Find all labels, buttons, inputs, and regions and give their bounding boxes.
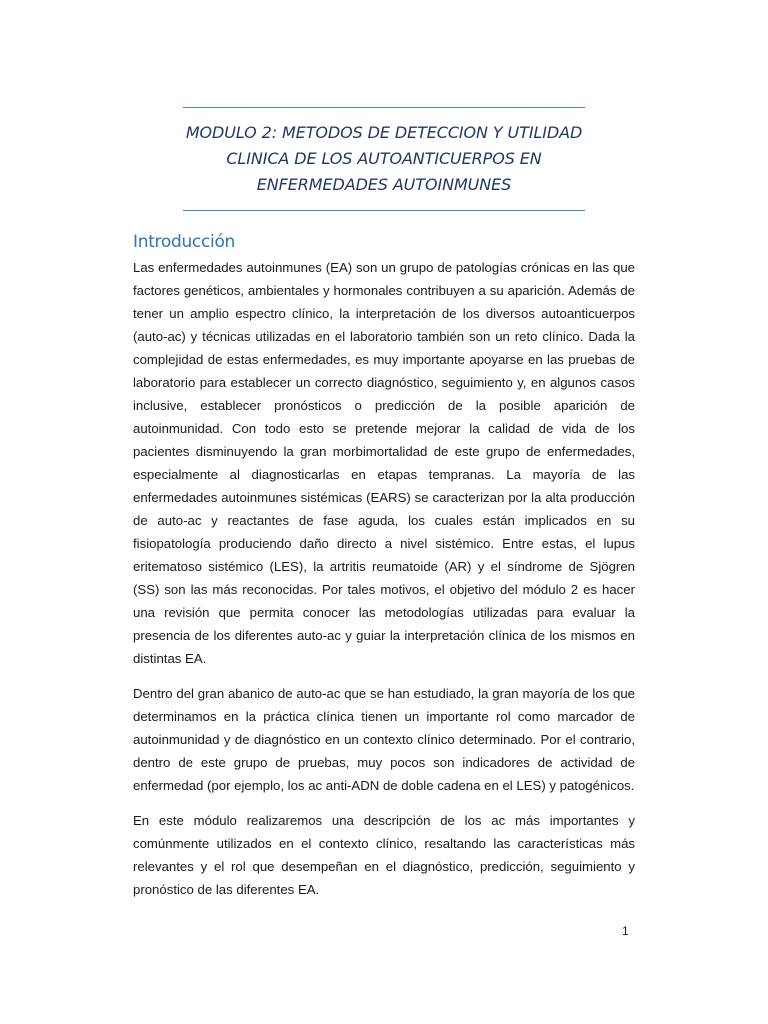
section-heading: Introducción (133, 232, 236, 252)
title-line: CLINICA DE LOS AUTOANTICUERPOS EN (226, 149, 542, 168)
paragraph: Las enfermedades autoinmunes (EA) son un grupo de patologías crónicas en las que factores genéticos, ambientales y hormonales contribuyen a su aparición. Además de tener un amplio espectro clínico, la interpretación de los diversos autoanticuerpos (auto-ac) y técnicas utilizadas en el laboratorio también son un reto clínico. Dada la complejidad de estas enfermedades, es muy importante apoyarse en las pruebas de laboratorio para establecer un correcto diagnóstico, seguimiento y, en algunos casos inclusive, establecer pronósticos o predicción de la posible aparición de autoinmunidad. Con todo esto se pretende mejorar la calidad de vida de los pacientes disminuyendo la gran morbimortalidad de este grupo de enfermedades, especialmente al diagnosticarlas en etapas tempranas. La mayoría de las enfermedades autoinmunes sistémicas (EARS) se caracterizan por la alta producción de auto-ac y reactantes de fase aguda, los cuales están implicados en su fisiopatología produciendo daño directo a nivel sistémico. Entre estas, el lupus eritematoso sistémico (LES), la artritis reumatoide (AR) y el síndrome de Sjögren (SS) son las más reconocidas. Por tales motivos, el objetivo del módulo 2 es hacer una revisión que permita conocer las metodologías utilizadas para evaluar la presencia de los diferentes auto-ac y guiar la interpretación clínica de los mismos en distintas EA. (133, 260, 635, 666)
title-line: MODULO 2: METODOS DE DETECCION Y UTILIDAD (185, 123, 583, 142)
title-bottom-rule (183, 210, 585, 211)
title-line: ENFERMEDADES AUTOINMUNES (256, 175, 512, 194)
paragraph: En este módulo realizaremos una descripción de los ac más importantes y comúnmente utilizados en el contexto clínico, resaltando las características más relevantes y el rol que desempeñan en el diagnóstico, predicción, seguimiento y pronóstico de las diferentes EA. (133, 813, 635, 897)
paragraph: Dentro del gran abanico de auto-ac que se han estudiado, la gran mayoría de los que determinamos en la práctica clínica tienen un importante rol como marcador de autoinmunidad y de diagnóstico en un contexto clínico determinado. Por el contrario, dentro de este grupo de pruebas, muy pocos son indicadores de actividad de enfermedad (por ejemplo, los ac anti-ADN de doble cadena en el LES) y patogénicos. (133, 686, 635, 793)
body-text (133, 256, 635, 913)
title-top-rule (183, 107, 585, 108)
document-title (150, 120, 618, 198)
page-number: 1 (622, 924, 629, 938)
